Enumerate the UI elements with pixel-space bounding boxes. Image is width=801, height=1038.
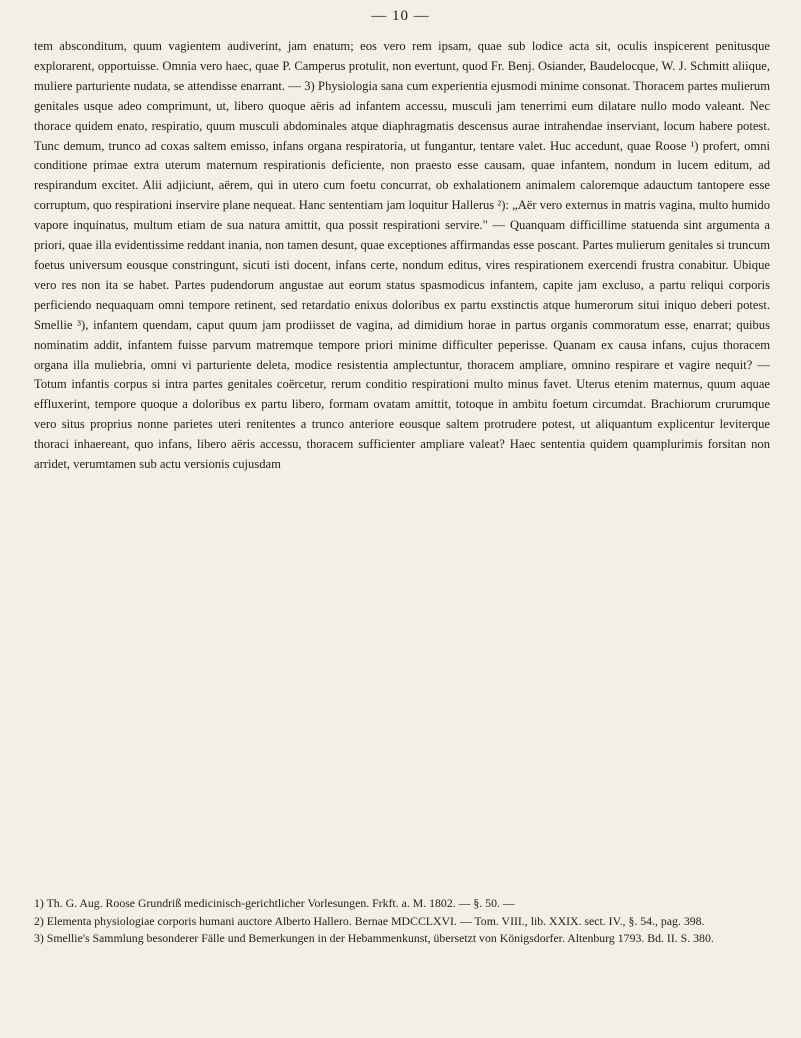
footnote-2: 2) Elementa physiologiae corporis humani auctore Alberto Hallero. Bernae MDCCLXVI. — Tom. VIII., lib. XXIX. sect. IV., §. 54., pag. 398.: [34, 913, 705, 928]
body-paragraph: tem absconditum, quum vagientem audiverint, jam enatum; eos vero rem ipsam, quae sub lodice acta sit, oculis inspicerent penitusque explorarent, opportuisse. Omnia vero haec, quae P. Camperus protulit, non evertunt, quod Fr. Benj. Osiander, Baudelocque, W. J. Schmitt aliique, muliere parturiente nudata, se attendisse enarrant. — 3) Physiologia sana cum experientia ejusmodi minime consonat. Thoracem partes mulierum genitales usque adeo comprimunt, ut, libero quoque aëris ad infantem accessu, musculi jam tenerrimi eum dilatare nullo modo valeant. Nec thorace quidem enato, respiratio, quum musculi abdominales atque diaphragmatis descensus aurae intrahendae inserviant, locum habere potest. Tunc demum, trunco ad coxas saltem emisso, infans organa respiratoria, ut fungantur, tentare valet. Huc accedunt, quae Roose ¹) profert, omni conditione primae extra uterum maternum respirationis deficiente, non praesto esse causam, quae infantem, nondum in lucem editum, ad respirandum excitet. Alii adjiciunt, aërem, qui in utero cum foetu concurrat, ob exhalationem animalem caloremque adauctum tantopere esse corruptum, quo respirationi inservire plane nequeat. Hanc sententiam jam loquitur Hallerus ²): „Aër vero externus in matris vagina, multo humido vapore inquinatus, multum etiam de sua natura amittit, qua possit respirationi servire." — Quanquam difficillime statuenda sint argumenta a priori, quae illa evidentissime reddant inania, non tamen desunt, quae exceptiones affirmandas esse poscant. Partes mulierum genitales si truncum foetus universum eousque constringunt, sicuti isti docent, infans certe, nondum editus, vires respirationem exercendi frustra conabitur. Ubique vero res non ita se habet. Partes pudendorum angustae aut eorum status spasmodicus infantem, capite jam exclusо, a partu reliqui corporis perficiendo nequaquam omni tempore retinent, sed retardatio enixus doloribus ex partu exstinctis atque humerorum situi iniquo deberi potest. Smellie ³), infantem quendam, caput quum jam prodiisset de vagina, ad dimidium horae in partus organis commoratum esse, enarrat; quibus nominatim addit, infantem fuisse parvum matremque tempore priori minime difficulter peperisse. Quanam ex causa infans, cujus thoracem organa illa muliebria, omni vi parturiente deleta, modice resistentia amplectuntur, thoracem ampliare, omnino respirare et vagire nequit? — Totum infantis corpus si intra partes genitales coërcetur, rerum conditio respirationi multo minus favet. Uterus etenim maternus, quum aquae effluxerint, tempore quoque a doloribus ex partu libero, formam ovatam amittit, totoque in ambitu foetum circumdat. Brachiorum crurumque vero situs proprius nonne parietes uteri renitentes a trunco anteriore eousque saltem protrudere potest, ut aliquantum explicentur leviterque thoraci inhaereant, quo infans, libero aëris accessu, thoracem sufficienter ampliare valeat? Haec sententia quidem quamplurimis forsitan non arridet, verumtamen sub actu versionis cujusdam: [34, 39, 770, 472]
footnote-1: 1) Th. G. Aug. Roose Grundriß medicinisch-gerichtlicher Vorlesungen. Frkft. a. M. 1802. — §. 50. —: [34, 896, 515, 910]
page-number: — 10 —: [371, 8, 430, 24]
body-text: [34, 37, 770, 475]
footnote-3: 3) Smellie's Sammlung besonderer Fälle und Bemerkungen in der Hebammenkunst, übersetzt von Königsdorfer. Altenburg 1793. Bd. II. S. 380.: [34, 931, 714, 945]
footnotes: [34, 895, 770, 948]
